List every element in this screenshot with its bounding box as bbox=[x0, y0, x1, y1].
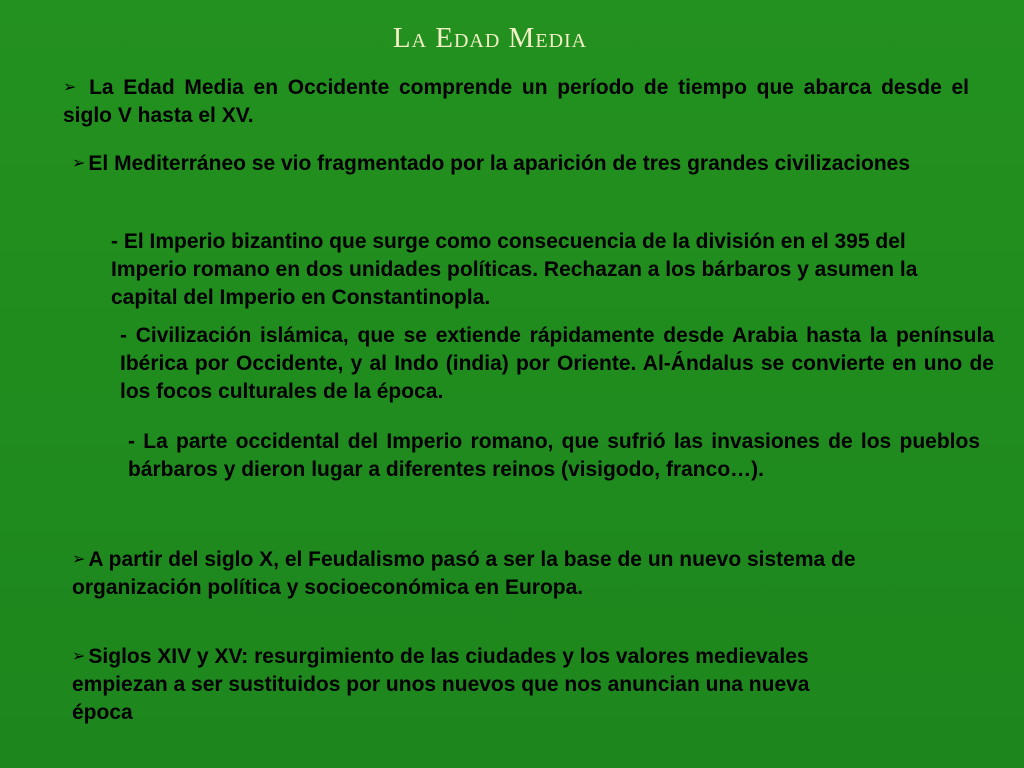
subitem-text: El Imperio bizantino que surge como consecuencia de la división en el 395 del Imperio romano en dos unidades políticas. Rechazan a los bárbaros y asumen la capital del Imperio en Constantinopla. bbox=[111, 230, 918, 309]
subitem-bizantino bbox=[111, 228, 959, 312]
bullet-feudalismo bbox=[72, 545, 892, 602]
bullet-text: Siglos XIV y XV: resurgimiento de las ciudades y los valores medievales empiezan a ser sustituidos por unos nuevos que nos anuncian una nueva época bbox=[72, 645, 810, 724]
arrow-bullet-icon: ➢ bbox=[72, 549, 86, 568]
bullet-mediterraneo bbox=[72, 149, 954, 178]
subitem-islamica bbox=[120, 322, 994, 406]
bullet-text: El Mediterráneo se vio fragmentado por la aparición de tres grandes civilizaciones bbox=[88, 152, 911, 175]
dash-marker: - bbox=[128, 430, 144, 453]
subitem-text: La parte occidental del Imperio romano, que sufrió las invasiones de los pueblos bárbaros y dieron lugar a diferentes reinos (visigodo, franco…). bbox=[128, 430, 980, 481]
subitem-text: Civilización islámica, que se extiende rápidamente desde Arabia hasta la península Ibérica por Occidente, y al Indo (india) por Oriente. Al-Ándalus se convierte en uno de los focos culturales de la época. bbox=[120, 324, 994, 403]
arrow-bullet-icon: ➢ bbox=[72, 153, 86, 172]
subitem-occidental bbox=[128, 428, 980, 484]
slide-title: La Edad Media bbox=[392, 22, 588, 54]
arrow-bullet-icon: ➢ bbox=[63, 77, 77, 96]
dash-marker: - bbox=[111, 230, 124, 253]
bullet-occidente bbox=[63, 73, 969, 130]
bullet-text: La Edad Media en Occidente comprende un período de tiempo que abarca desde el siglo V hasta el XV. bbox=[63, 76, 969, 127]
arrow-bullet-icon: ➢ bbox=[72, 646, 86, 665]
bullet-siglos bbox=[72, 642, 872, 727]
dash-marker: - bbox=[120, 324, 136, 347]
bullet-text: A partir del siglo X, el Feudalismo pasó a ser la base de un nuevo sistema de organización política y socioeconómica en Europa. bbox=[72, 548, 856, 599]
